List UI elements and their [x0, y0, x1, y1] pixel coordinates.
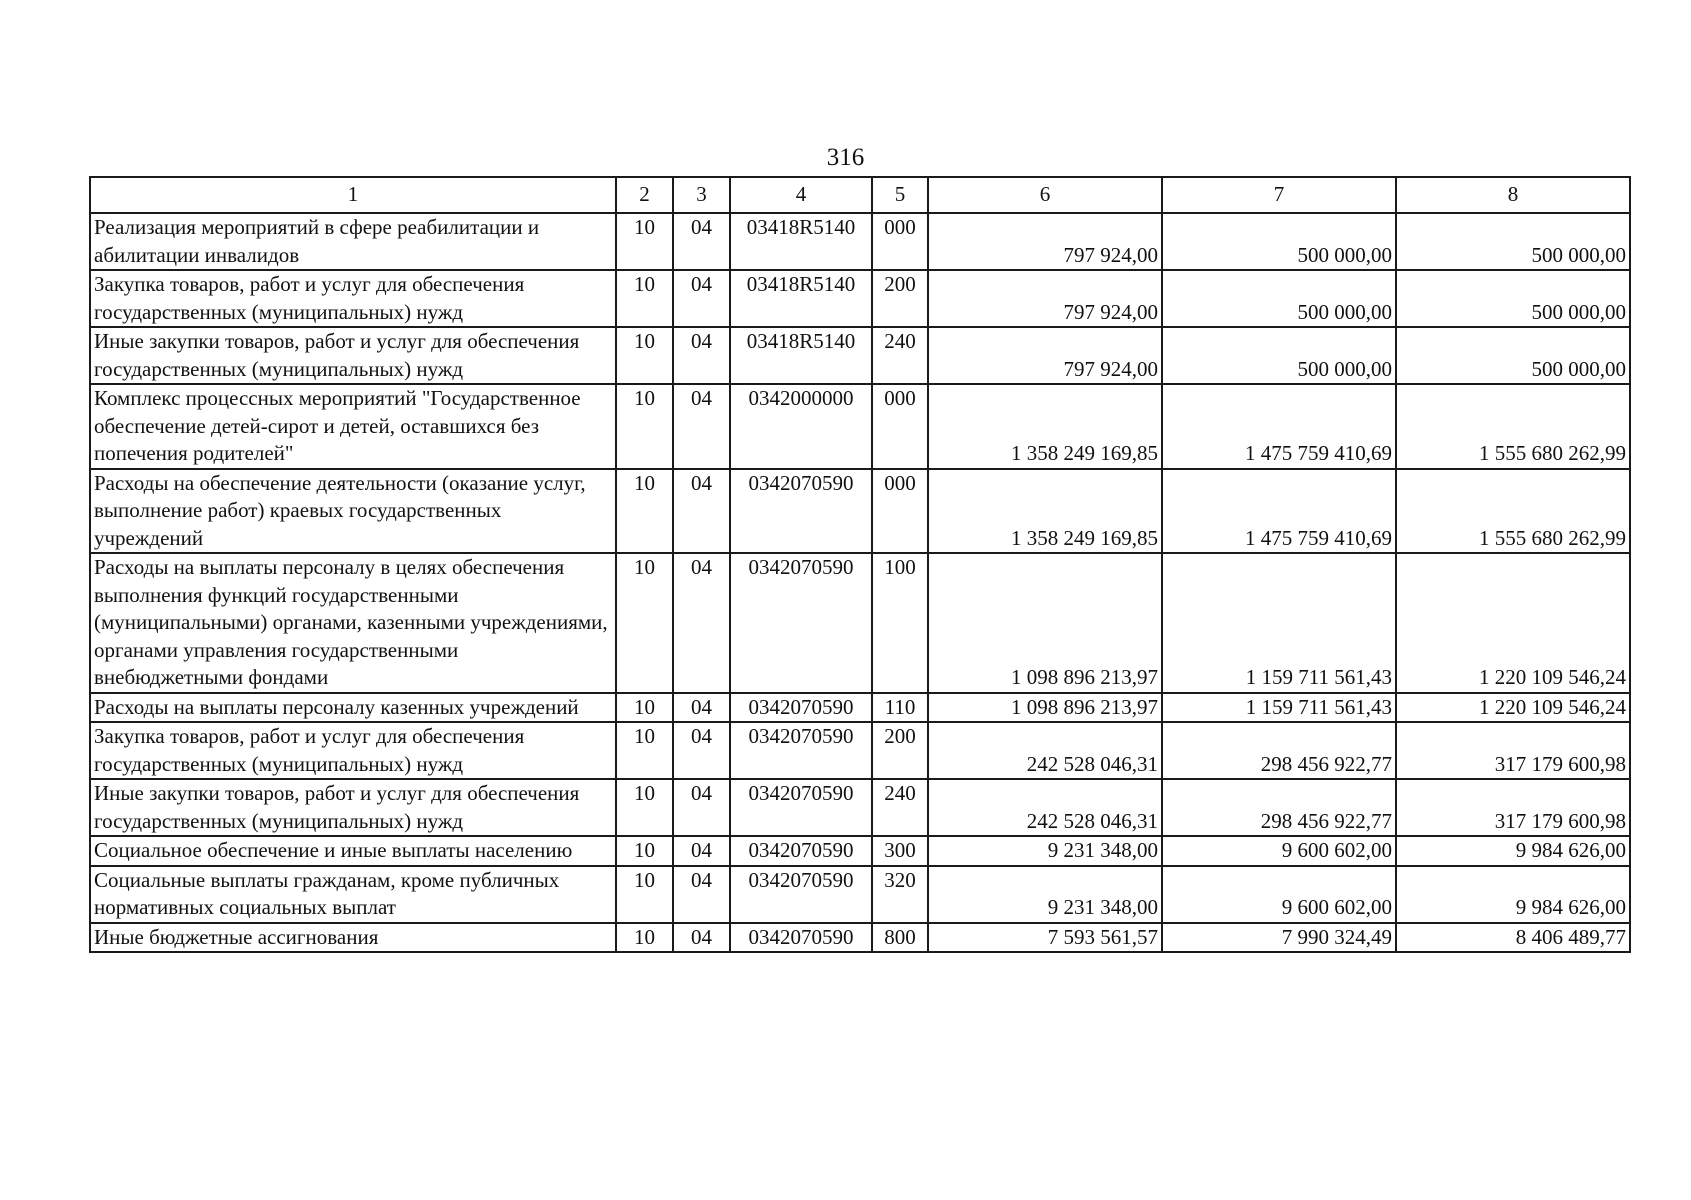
- expense-type-code: 000: [872, 213, 928, 270]
- section-code: 10: [616, 866, 673, 923]
- header-cell-3: 3: [673, 177, 730, 213]
- table-row: [90, 779, 1630, 836]
- amount-col-8: 1 220 109 546,24: [1396, 693, 1630, 723]
- table-row: [90, 270, 1630, 327]
- expense-name: Расходы на выплаты персоналу в целях обеспечения выполнения функций государственными (муниципальными) органами, казенными учреждениями, органами управления государственными внебюджетными фондами: [90, 553, 616, 693]
- subsection-code: 04: [673, 469, 730, 554]
- table-row: [90, 469, 1630, 554]
- target-article-code: 0342000000: [730, 384, 872, 469]
- section-code: 10: [616, 553, 673, 693]
- header-cell-7: 7: [1162, 177, 1396, 213]
- amount-col-6: 797 924,00: [928, 213, 1162, 270]
- target-article-code: 03418R5140: [730, 327, 872, 384]
- target-article-code: 0342070590: [730, 722, 872, 779]
- page-number: 316: [826, 144, 865, 171]
- target-article-code: 0342070590: [730, 553, 872, 693]
- target-article-code: 0342070590: [730, 693, 872, 723]
- section-code: 10: [616, 270, 673, 327]
- expense-type-code: 200: [872, 722, 928, 779]
- expense-name: Социальные выплаты гражданам, кроме публичных нормативных социальных выплат: [90, 866, 616, 923]
- amount-col-7: 500 000,00: [1162, 270, 1396, 327]
- target-article-code: 0342070590: [730, 866, 872, 923]
- section-code: 10: [616, 923, 673, 953]
- section-code: 10: [616, 213, 673, 270]
- target-article-code: 0342070590: [730, 469, 872, 554]
- expense-type-code: 240: [872, 779, 928, 836]
- subsection-code: 04: [673, 923, 730, 953]
- header-cell-4: 4: [730, 177, 872, 213]
- amount-col-8: 1 555 680 262,99: [1396, 469, 1630, 554]
- header-cell-6: 6: [928, 177, 1162, 213]
- amount-col-6: 7 593 561,57: [928, 923, 1162, 953]
- expense-type-code: 110: [872, 693, 928, 723]
- amount-col-8: 317 179 600,98: [1396, 779, 1630, 836]
- expense-name: Закупка товаров, работ и услуг для обеспечения государственных (муниципальных) нужд: [90, 722, 616, 779]
- subsection-code: 04: [673, 779, 730, 836]
- subsection-code: 04: [673, 327, 730, 384]
- table-row: [90, 836, 1630, 866]
- expense-type-code: 000: [872, 384, 928, 469]
- header-row: [90, 177, 1630, 213]
- target-article-code: 03418R5140: [730, 213, 872, 270]
- budget-table: [89, 176, 1631, 953]
- amount-col-6: 1 098 896 213,97: [928, 693, 1162, 723]
- amount-col-7: 1 159 711 561,43: [1162, 693, 1396, 723]
- table-row: [90, 923, 1630, 953]
- expense-type-code: 800: [872, 923, 928, 953]
- amount-col-7: 1 159 711 561,43: [1162, 553, 1396, 693]
- expense-name: Иные закупки товаров, работ и услуг для обеспечения государственных (муниципальных) нужд: [90, 327, 616, 384]
- expense-name: Иные закупки товаров, работ и услуг для обеспечения государственных (муниципальных) нужд: [90, 779, 616, 836]
- amount-col-6: 9 231 348,00: [928, 836, 1162, 866]
- amount-col-8: 1 555 680 262,99: [1396, 384, 1630, 469]
- amount-col-8: 1 220 109 546,24: [1396, 553, 1630, 693]
- amount-col-8: 500 000,00: [1396, 213, 1630, 270]
- amount-col-8: 9 984 626,00: [1396, 866, 1630, 923]
- section-code: 10: [616, 779, 673, 836]
- table-row: [90, 553, 1630, 693]
- expense-type-code: 300: [872, 836, 928, 866]
- table-row: [90, 213, 1630, 270]
- amount-col-7: 9 600 602,00: [1162, 866, 1396, 923]
- section-code: 10: [616, 469, 673, 554]
- subsection-code: 04: [673, 836, 730, 866]
- amount-col-6: 9 231 348,00: [928, 866, 1162, 923]
- target-article-code: 0342070590: [730, 836, 872, 866]
- amount-col-8: 500 000,00: [1396, 270, 1630, 327]
- amount-col-7: 298 456 922,77: [1162, 722, 1396, 779]
- amount-col-6: 1 358 249 169,85: [928, 469, 1162, 554]
- expense-type-code: 200: [872, 270, 928, 327]
- subsection-code: 04: [673, 384, 730, 469]
- subsection-code: 04: [673, 866, 730, 923]
- target-article-code: 0342070590: [730, 923, 872, 953]
- expense-name: Социальное обеспечение и иные выплаты населению: [90, 836, 616, 866]
- header-cell-8: 8: [1396, 177, 1630, 213]
- amount-col-8: 8 406 489,77: [1396, 923, 1630, 953]
- table-row: [90, 384, 1630, 469]
- subsection-code: 04: [673, 722, 730, 779]
- target-article-code: 0342070590: [730, 779, 872, 836]
- target-article-code: 03418R5140: [730, 270, 872, 327]
- amount-col-8: 317 179 600,98: [1396, 722, 1630, 779]
- section-code: 10: [616, 384, 673, 469]
- subsection-code: 04: [673, 270, 730, 327]
- expense-type-code: 320: [872, 866, 928, 923]
- amount-col-6: 1 358 249 169,85: [928, 384, 1162, 469]
- expense-type-code: 100: [872, 553, 928, 693]
- subsection-code: 04: [673, 693, 730, 723]
- table-row: [90, 693, 1630, 723]
- amount-col-6: 797 924,00: [928, 270, 1162, 327]
- subsection-code: 04: [673, 553, 730, 693]
- section-code: 10: [616, 693, 673, 723]
- header-cell-1: 1: [90, 177, 616, 213]
- section-code: 10: [616, 836, 673, 866]
- expense-name: Закупка товаров, работ и услуг для обеспечения государственных (муниципальных) нужд: [90, 270, 616, 327]
- amount-col-7: 9 600 602,00: [1162, 836, 1396, 866]
- amount-col-6: 242 528 046,31: [928, 722, 1162, 779]
- amount-col-7: 7 990 324,49: [1162, 923, 1396, 953]
- section-code: 10: [616, 722, 673, 779]
- amount-col-7: 1 475 759 410,69: [1162, 384, 1396, 469]
- expense-name: Иные бюджетные ассигнования: [90, 923, 616, 953]
- table-row: [90, 866, 1630, 923]
- expense-name: Расходы на выплаты персоналу казенных учреждений: [90, 693, 616, 723]
- expense-name: Комплекс процессных мероприятий "Государственное обеспечение детей-сирот и детей, оставшихся без попечения родителей": [90, 384, 616, 469]
- section-code: 10: [616, 327, 673, 384]
- amount-col-7: 500 000,00: [1162, 213, 1396, 270]
- header-cell-5: 5: [872, 177, 928, 213]
- table-row: [90, 722, 1630, 779]
- expense-type-code: 000: [872, 469, 928, 554]
- amount-col-7: 1 475 759 410,69: [1162, 469, 1396, 554]
- expense-type-code: 240: [872, 327, 928, 384]
- expense-name: Расходы на обеспечение деятельности (оказание услуг, выполнение работ) краевых государственных учреждений: [90, 469, 616, 554]
- amount-col-8: 9 984 626,00: [1396, 836, 1630, 866]
- table-row: [90, 327, 1630, 384]
- amount-col-6: 242 528 046,31: [928, 779, 1162, 836]
- amount-col-6: 1 098 896 213,97: [928, 553, 1162, 693]
- amount-col-8: 500 000,00: [1396, 327, 1630, 384]
- expense-name: Реализация мероприятий в сфере реабилитации и абилитации инвалидов: [90, 213, 616, 270]
- header-cell-2: 2: [616, 177, 673, 213]
- amount-col-7: 298 456 922,77: [1162, 779, 1396, 836]
- subsection-code: 04: [673, 213, 730, 270]
- amount-col-7: 500 000,00: [1162, 327, 1396, 384]
- amount-col-6: 797 924,00: [928, 327, 1162, 384]
